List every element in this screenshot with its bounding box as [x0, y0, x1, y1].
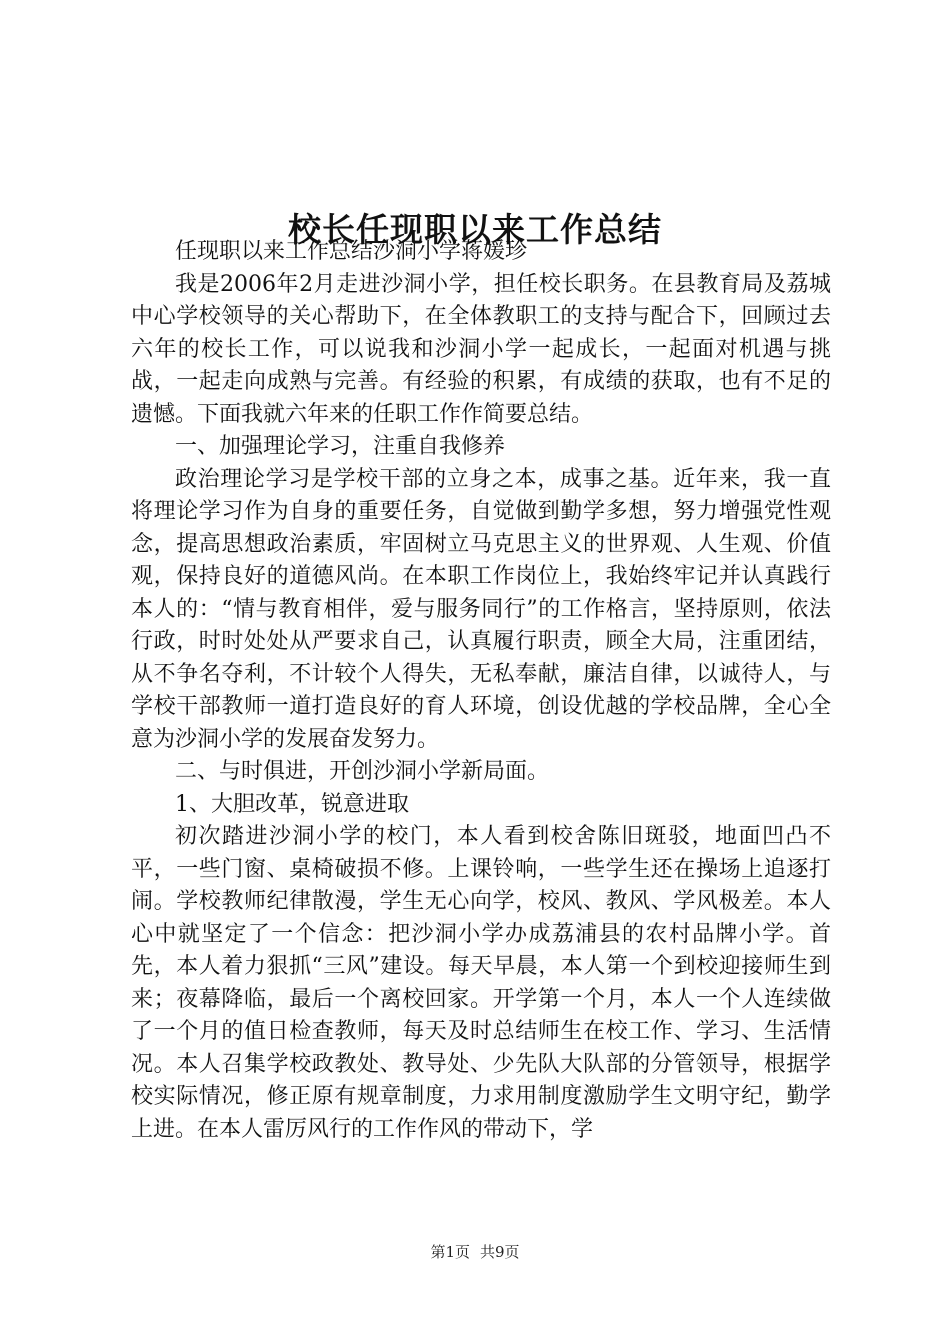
paragraph-theory-study: 政治理论学习是学校干部的立身之本，成事之基。近年来，我一直将理论学习作为自身的重要任务，自觉做到勤学多想，努力增强党性观念，提高思想政治素质，牢固树立马克思主义的世界观、人生观、价值观，保持良好的道德风尚。在本职工作岗位上，我始终牢记并认真践行本人的：“情与教育相伴，爱与服务同行”的工作格言，坚持原则，依法行政，时时处处从严要求自己，认真履行职责，顾全大局，注重团结，从不争名夺利，不计较个人得失，无私奉献，廉洁自律，以诚待人，与学校干部教师一道打造良好的育人环境，创设优越的学校品牌，全心全意为沙洞小学的发展奋发努力。 — [131, 466, 831, 752]
section-heading-theory-study: 一、加强理论学习，注重自我修养 — [175, 434, 506, 459]
document-title: 校长任现职以来工作总结 — [288, 210, 662, 250]
subsection-heading-reform: 1、大胆改革，锐意进取 — [175, 791, 409, 817]
page-number: 第1页 — [430, 1243, 470, 1261]
page-footer — [0, 1242, 950, 1262]
document-body — [131, 236, 831, 1146]
section-heading-new-situation: 二、与时俱进，开创沙洞小学新局面。 — [175, 759, 550, 784]
paragraph-reform: 初次踏进沙洞小学的校门，本人看到校舍陈旧斑驳，地面凹凸不平，一些门窗、桌椅破损不修。上课铃响，一些学生还在操场上追逐打闹。学校教师纪律散漫，学生无心向学，校风、教风、学风极差。本人心中就坚定了一个信念：把沙洞小学办成荔浦县的农村品牌小学。首先，本人着力狠抓“三风”建设。每天早晨，本人第一个到校迎接师生到来；夜幕降临，最后一个离校回家。开学第一个月，本人一个人连续做了一个月的值日检查教师，每天及时总结师生在校工作、学习、生活情况。本人召集学校政教处、教导处、少先队大队部的分管领导，根据学校实际情况，修正原有规章制度，力求用制度激励学生文明守纪，勤学上进。在本人雷厉风行的工作作风的带动下，学 — [131, 824, 831, 1142]
page-total: 共9页 — [480, 1243, 520, 1261]
paragraph-author-line: 任现职以来工作总结沙洞小学蒋媛珍 — [175, 239, 528, 264]
paragraph-introduction: 我是2006年2月走进沙洞小学，担任校长职务。在县教育局及荔城中心学校领导的关心帮助下，在全体教职工的支持与配合下，回顾过去六年的校长工作，可以说我和沙洞小学一起成长，一起面对机遇与挑战，一起走向成熟与完善。有经验的积累，有成绩的获取，也有不足的遗憾。下面我就六年来的任职工作作简要总结。 — [131, 271, 831, 427]
